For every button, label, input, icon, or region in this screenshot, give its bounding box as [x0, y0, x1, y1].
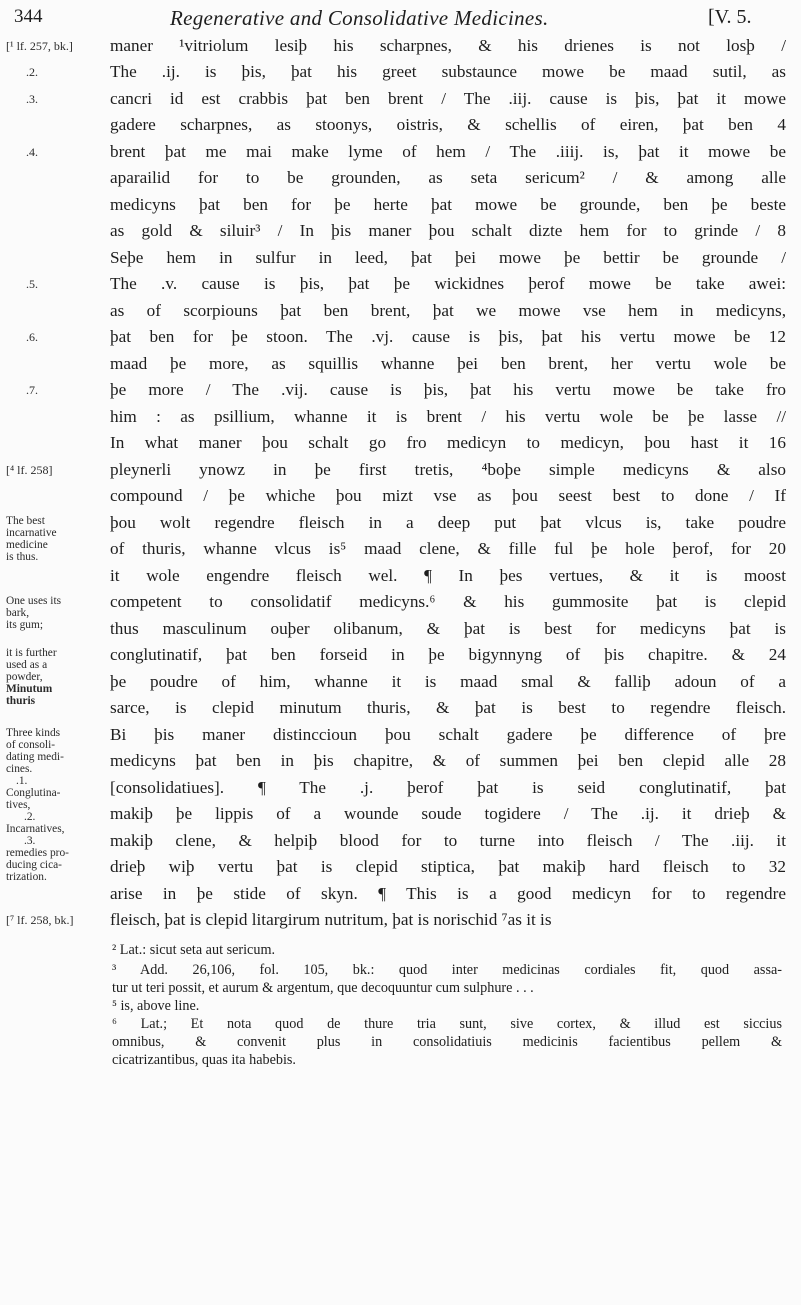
sidenote-line: cines. [6, 763, 33, 775]
text-line: arise in þe stide of skyn. ¶ This is a good medicyn for to regendre [110, 884, 786, 903]
sidenote-line: its gum; [6, 619, 44, 631]
text-line: cancri id est crabbis þat ben brent / The .iij. cause is þis, þat it mowe [110, 89, 786, 108]
page-number: 344 [14, 6, 43, 27]
sidenote-line: incarnative [6, 527, 57, 539]
sidenote-line: bark, [6, 607, 30, 619]
text-line: [consolidatiues]. ¶ The .j. þerof þat is seid conglutinatif, þat [110, 778, 786, 797]
text-line: conglutinatif, þat ben forseid in þe bigynnyng of þis chapitre. & 24 [110, 645, 786, 664]
folio-ref: [¹ lf. 257, bk.] [6, 39, 73, 53]
margin-number: .2. [26, 65, 38, 79]
text-line: fleisch, þat is clepid litargirum nutritum, þat is norischid ⁷as it is [110, 910, 552, 929]
text-line: aparailid for to be grounden, as seta sericum² / & among alle [110, 168, 786, 187]
sidenote-line: .3. [24, 835, 36, 847]
text-line: as gold & siluir³ / In þis maner þou schalt dizte hem for to grinde / 8 [110, 221, 786, 240]
text-line: of thuris, whanne vlcus is⁵ maad clene, & fille ful þe hole þerof, for 20 [110, 539, 786, 558]
sidenote-line: Conglutina- [6, 787, 61, 799]
text-line: gadere scharpnes, as stoonys, oistris, & schellis of eiren, þat ben 4 [110, 115, 786, 134]
sidenote-line: thuris [6, 695, 36, 707]
section-marker: [V. 5. [708, 6, 752, 28]
text-line: competent to consolidatif medicyns.⁶ & his gummosite þat is clepid [110, 592, 786, 611]
text-line: þe more / The .vij. cause is þis, þat his vertu mowe be take fro [110, 380, 786, 399]
text-line: þe poudre of him, whanne it is maad smal & falliþ adoun of a [110, 672, 786, 691]
sidenote-line: Three kinds [6, 727, 61, 739]
sidenote-line: The best [6, 515, 45, 527]
text-line: him : as psillium, whanne it is brent / his vertu wole be þe lasse // [110, 407, 786, 426]
sidenote-line: dating medi- [6, 751, 64, 763]
text-line: thus masculinum ouþer olibanum, & þat is best for medicyns þat is [110, 619, 786, 638]
text-line: medicyns þat ben in þis chapitre, & of summen þei ben clepid alle 28 [110, 751, 786, 770]
sidenote-line: used as a [6, 659, 48, 671]
text-line: þou wolt regendre fleisch in a deep put þat vlcus is, take poudre [110, 513, 786, 532]
sidenote-line: powder, [6, 671, 43, 683]
running-title: Regenerative and Consolidative Medicines. [170, 6, 549, 30]
sidenote-line: trization. [6, 871, 47, 883]
text-line: In what maner þou schalt go fro medicyn to medicyn, þou hast it 16 [110, 433, 786, 452]
footnote-line: tur ut teri possit, et aurum & argentum, que decoquuntur cum sulphure . . . [112, 980, 534, 996]
text-line: medicyns þat ben for þe herte þat mowe be grounde, ben þe beste [110, 195, 786, 214]
footnote-line: omnibus, & convenit plus in consolidatiuis medicinis facientibus pellem & [112, 1034, 782, 1050]
text-line: brent þat me mai make lyme of hem / The .iiij. is, þat it mowe be [110, 142, 786, 161]
text-line: makiþ clene, & helpiþ blood for to turne into fleisch / The .iij. it [110, 831, 786, 850]
footnote-line: ⁶ Lat.; Et nota quod de thure tria sunt, sive cortex, & illud est siccius [112, 1016, 782, 1032]
running-header [0, 4, 801, 34]
margin-number: .7. [26, 383, 38, 397]
sidenote-line: of consoli- [6, 739, 56, 751]
footnote-line: ² Lat.: sicut seta aut sericum. [112, 942, 276, 958]
margin-number: .3. [26, 92, 38, 106]
text-line: compound / þe whiche þou mizt vse as þou seest best to done / If [110, 486, 786, 505]
sidenote-line: it is further [6, 647, 57, 659]
footnote-line: cicatrizantibus, quas ita habebis. [112, 1052, 296, 1068]
text-line: maad þe more, as squillis whanne þei ben brent, her vertu wole be [110, 354, 786, 373]
folio-ref: [⁴ lf. 258] [6, 463, 53, 477]
folio-ref: [⁷ lf. 258, bk.] [6, 913, 74, 927]
text-line: Seþe hem in sulfur in leed, þat þei mowe þe bettir be grounde / [110, 248, 786, 267]
margin-number: .5. [26, 277, 38, 291]
text-line: sarce, is clepid minutum thuris, & þat is best to regendre fleisch. [110, 698, 786, 717]
margin-number: .4. [26, 145, 38, 159]
text-line: maner ¹vitriolum lesiþ his scharpnes, & his drienes is not losþ / [110, 36, 786, 55]
footnote-line: ⁵ is, above line. [112, 998, 200, 1014]
sidenote-line: .1. [16, 775, 28, 787]
sidenote-line: Incarnatives, [6, 823, 65, 835]
text-line: Bi þis maner distinccioun þou schalt gadere þe difference of þre [110, 725, 786, 744]
margin-number: .6. [26, 330, 38, 344]
text-line: as of scorpiouns þat ben brent, þat we mowe vse hem in medicyns, [110, 301, 786, 320]
text-line: pleynerli ynowz in þe first tretis, ⁴boþe simple medicyns & also [110, 460, 786, 479]
sidenote-line: medicine [6, 539, 48, 551]
text-line: þat ben for þe stoon. The .vj. cause is þis, þat his vertu mowe be 12 [110, 327, 786, 346]
text-line: The .v. cause is þis, þat þe wickidnes þerof mowe be take awei: [110, 274, 786, 293]
text-line: it wole engendre fleisch wel. ¶ In þes vertues, & it is moost [110, 566, 786, 585]
text-line: The .ij. is þis, þat his greet substaunce mowe be maad sutil, as [110, 62, 786, 81]
footnote-line: ³ Add. 26,106, fol. 105, bk.: quod inter medicinas cordiales fit, quod assa- [112, 962, 782, 978]
sidenote-line: tives, [6, 799, 31, 811]
text-line: drieþ wiþ vertu þat is clepid stiptica, þat makiþ hard fleisch to 32 [110, 857, 786, 876]
sidenote-line: Minutum [6, 683, 53, 695]
sidenote-line: remedies pro- [6, 847, 69, 859]
sidenote-line: .2. [24, 811, 36, 823]
sidenote-line: is thus. [6, 551, 39, 563]
sidenote-line: ducing cica- [6, 859, 62, 871]
text-line: makiþ þe lippis of a wounde soude togidere / The .ij. it drieþ & [110, 804, 786, 823]
sidenote-line: One uses its [6, 595, 62, 607]
